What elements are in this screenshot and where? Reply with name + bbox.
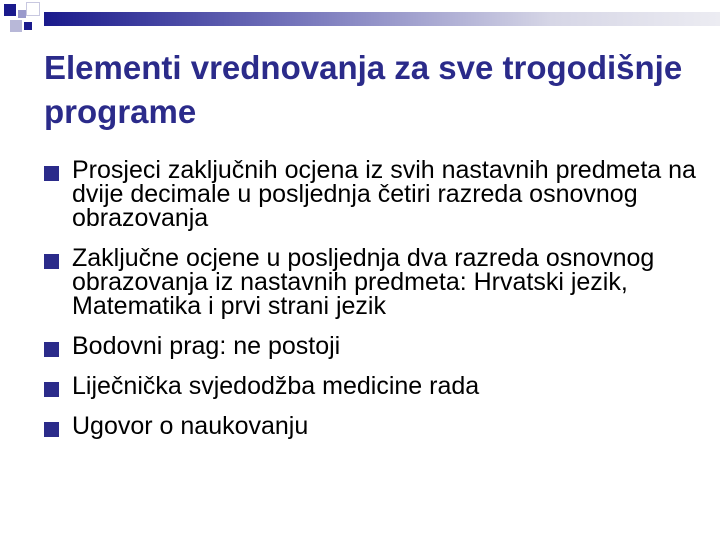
slide-title: Elementi vrednovanja za sve trogodišnje programe: [44, 49, 683, 130]
bullet-list: [44, 158, 704, 454]
bullet-text: Zaključne ocjene u posljednja dva razreda osnovnog obrazovanja iz nastavnih predmeta: Hrvatski jezik, Matematika i prvi strani jezik: [72, 244, 655, 320]
bullet-square-icon: [44, 382, 59, 397]
bullet-item: [44, 374, 704, 398]
decor-square: [10, 20, 22, 32]
bullet-item: [44, 414, 704, 438]
bullet-square-icon: [44, 254, 59, 269]
bullet-text: Prosjeci zaključnih ocjena iz svih nastavnih predmeta na dvije decimale u posljednja četiri razreda osnovnog obrazovanja: [72, 156, 696, 232]
bullet-text: Bodovni prag: ne postoji: [72, 332, 341, 360]
header-gradient-bar: [44, 12, 720, 26]
decor-square: [4, 4, 16, 16]
bullet-item: [44, 246, 704, 318]
decor-square: [24, 22, 32, 30]
bullet-square-icon: [44, 166, 59, 181]
header-decoration: [0, 0, 720, 40]
bullet-text: Liječnička svjedodžba medicine rada: [72, 372, 480, 400]
decor-square: [18, 10, 26, 18]
bullet-item: [44, 334, 704, 358]
decor-square: [26, 2, 40, 16]
bullet-item: [44, 158, 704, 230]
bullet-square-icon: [44, 342, 59, 357]
bullet-square-icon: [44, 422, 59, 437]
bullet-text: Ugovor o naukovanju: [72, 412, 309, 440]
